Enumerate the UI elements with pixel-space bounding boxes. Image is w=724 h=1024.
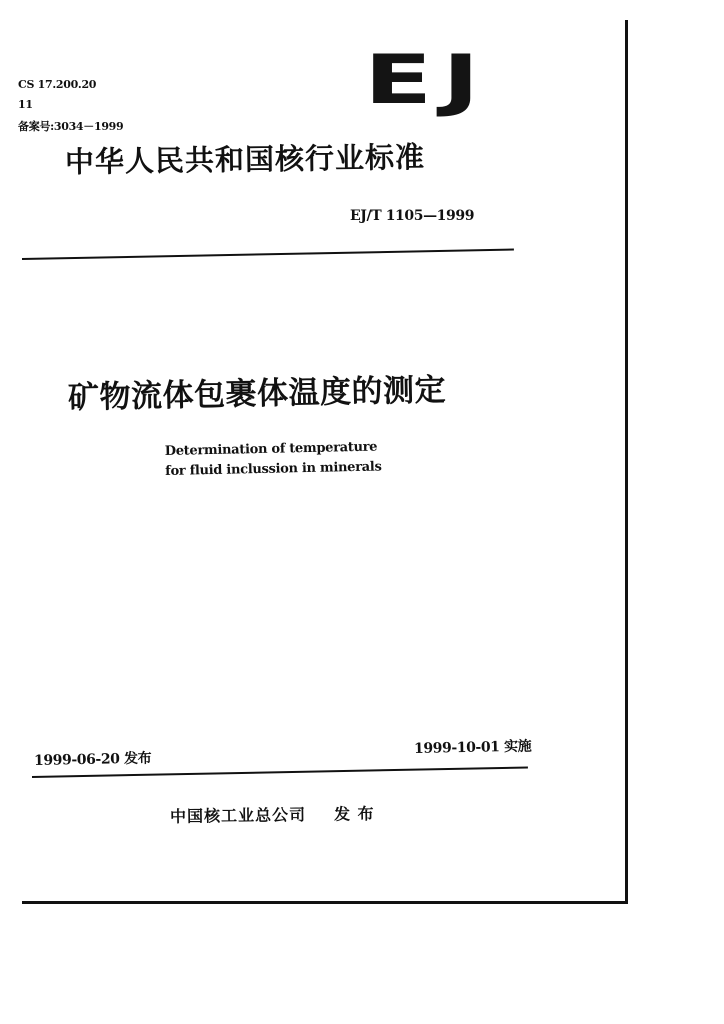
document-title-cn: 矿物流体包裹体温度的测定 bbox=[67, 372, 447, 416]
page-right-border bbox=[625, 20, 628, 904]
top-divider bbox=[22, 249, 514, 260]
publisher-name: 中国核工业总公司 bbox=[169, 805, 307, 826]
ej-logo: EJ bbox=[364, 40, 490, 120]
publisher-action: 发 布 bbox=[333, 804, 375, 824]
document-title-en-line2: for fluid inclussion in minerals bbox=[165, 459, 382, 479]
ics-code: CS 17.200.20 bbox=[18, 78, 97, 91]
page-bottom-border bbox=[22, 901, 628, 904]
effective-date: 1999-10-01 实施 bbox=[413, 738, 532, 757]
publisher-line bbox=[170, 801, 375, 827]
standard-number: EJ/T 1105—1999 bbox=[350, 208, 475, 224]
record-number: 备案号:3034－1999 bbox=[18, 120, 124, 133]
document-title-en bbox=[165, 437, 382, 482]
document-title-en-line1: Determination of temperature bbox=[164, 439, 378, 460]
class-code: 11 bbox=[18, 98, 33, 111]
standard-category-title: 中华人民共和国核行业标准 bbox=[64, 139, 426, 179]
publish-date: 1999-06-20 发布 bbox=[33, 750, 152, 769]
